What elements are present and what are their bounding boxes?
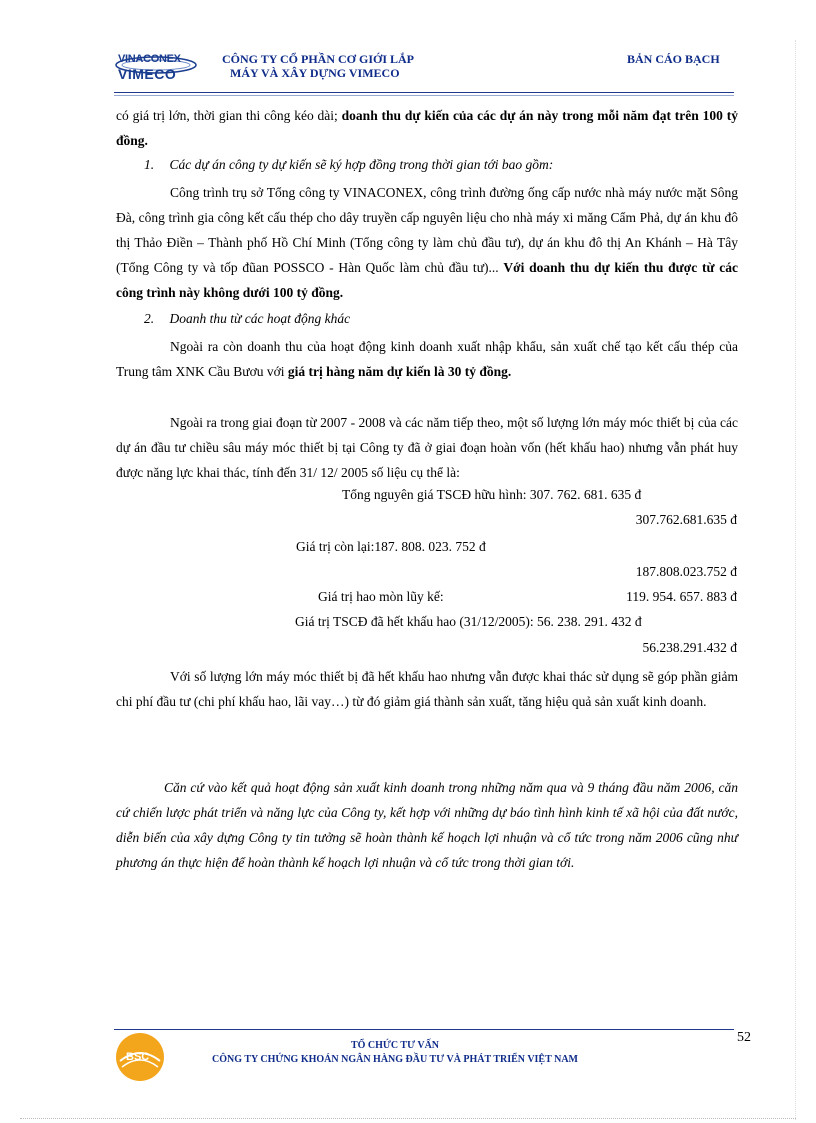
- asset-row-label: Giá trị TSCĐ đã hết khấu hao (31/12/2005): 56. 238. 291. 432 đ: [295, 614, 642, 629]
- asset-row-value: 56.238.291.432 đ: [642, 640, 737, 655]
- header-rule: [114, 92, 734, 93]
- item2-paragraph: [116, 334, 738, 384]
- asset-row-value: 187.808.023.752 đ: [635, 564, 737, 579]
- item1-bold-text: Với doanh thu dự kiến thu được từ các công trình này không dưới 100 tỷ đồng.: [116, 260, 739, 300]
- item2-bold-text: giá trị hàng năm dự kiến là 30 tỷ đồng.: [287, 364, 512, 379]
- intro-paragraph: [116, 103, 738, 153]
- item2-heading: [144, 311, 350, 327]
- page-number: 52: [737, 1030, 751, 1045]
- header-rule-thin: [114, 95, 734, 96]
- page-edge-dots-vertical: [795, 40, 796, 1120]
- bsc-logo-text: BSC: [126, 1051, 150, 1063]
- footer-rule: [114, 1029, 734, 1030]
- intro-plain-text: có giá trị lớn, thời gian thi công kéo dài;: [116, 108, 342, 123]
- page-edge-dots: [20, 1118, 796, 1119]
- asset-row-label: Giá trị hao mòn lũy kế:: [318, 589, 444, 604]
- logo-top-text: VINACONEX: [118, 53, 181, 65]
- asset-row-value: 307.762.681.635 đ: [635, 512, 737, 527]
- asset-row-value: 119. 954. 657. 883 đ: [626, 589, 737, 604]
- bsc-logo: [114, 1031, 166, 1083]
- footer-line2: CÔNG TY CHỨNG KHOÁN NGÂN HÀNG ĐẦU TƯ VÀ PHÁT TRIỂN VIỆT NAM: [212, 1054, 578, 1065]
- depreciation-paragraph: Với số lượng lớn máy móc thiết bị đã hết khấu hao nhưng vẫn được khai thác sử dụng sẽ góp phần giảm chi phí đầu tư (chi phí khấu hao, lãi vay…) từ đó giảm giá thành sản xuất, tăng hiệu quả sản xuất kinh doanh.: [116, 669, 738, 709]
- logo-bottom-text: VIMECO: [118, 66, 177, 82]
- header-company-line1: CÔNG TY CỔ PHẦN CƠ GIỚI LẮP: [222, 52, 415, 66]
- footer-line1: TỔ CHỨC TƯ VẤN: [350, 1040, 440, 1051]
- asset-paragraph: Ngoài ra trong giai đoạn từ 2007 - 2008 và các năm tiếp theo, một số lượng lớn máy móc thiết bị của các dự án đầu tư chiều sâu máy móc thiết bị tại Công ty đã ở giai đoạn hoàn vốn (hết khấu hao) nhưng vẫn phát huy được năng lực khai thác, tính đến 31/ 12/ 2005 số liệu cụ thể là:: [116, 415, 738, 480]
- asset-row-label: Tổng nguyên giá TSCĐ hữu hình: 307. 762. 681. 635 đ: [342, 487, 642, 502]
- item1-heading-text: Các dự án công ty dự kiến sẽ ký hợp đồng trong thời gian tới bao gồm:: [169, 157, 554, 172]
- item2-heading-text: Doanh thu từ các hoạt động khác: [169, 311, 351, 326]
- item2-plain-text: Ngoài ra còn doanh thu của hoạt động kinh doanh xuất nhập khẩu, sản xuất chế tạo kết cấu thép của Trung tâm XNK Cầu Bươu với: [116, 339, 738, 379]
- header-company-line2: MÁY VÀ XÂY DỰNG VIMECO: [230, 66, 400, 80]
- item1-body-text: Công trình trụ sở Tổng công ty VINACONEX, công trình đường ống cấp nước nhà máy nước mặt Sông Đà, công trình gia công kết cấu thép cho dây truyền cấp nguyên liệu cho nhà máy xi măng Cẩm Phả, dự án khu đô thị Thảo Điền – Thành phố Hồ Chí Minh (Tổng công ty làm chủ đầu tư), dự án khu đô thị An Khánh – Hà Tây (Tổng Công ty và tốp đũan POSSCO - Hàn Quốc làm chủ đầu tư)...: [116, 185, 738, 275]
- asset-row-label: Giá trị còn lại:187. 808. 023. 752 đ: [296, 539, 486, 554]
- vinaconex-logo: [114, 50, 198, 86]
- item1-paragraph: [116, 180, 738, 305]
- item1-heading: [144, 157, 553, 173]
- item2-number: 2.: [144, 311, 155, 326]
- intro-bold-text: doanh thu dự kiến của các dự án này trong mỗi năm đạt trên 100 tỷ đồng.: [116, 108, 738, 148]
- header-doc-title: BẢN CÁO BẠCH: [627, 52, 720, 66]
- item1-number: 1.: [144, 157, 155, 172]
- closing-paragraph: Căn cứ vào kết quả hoạt động sản xuất kinh doanh trong những năm qua và 9 tháng đầu năm 2006, căn cứ chiến lược phát triển và năng lực của Công ty, kết hợp với những dự báo tình hình kinh tế xã hội của đất nước, diễn biến của xây dựng Công ty tin tưởng sẽ hoàn thành kế hoạch lợi nhuận và cổ tức trong năm 2006 cũng như phương án thực hiện để hoàn thành kế hoạch lợi nhuận và cổ tức trong thời gian tới.: [116, 780, 738, 870]
